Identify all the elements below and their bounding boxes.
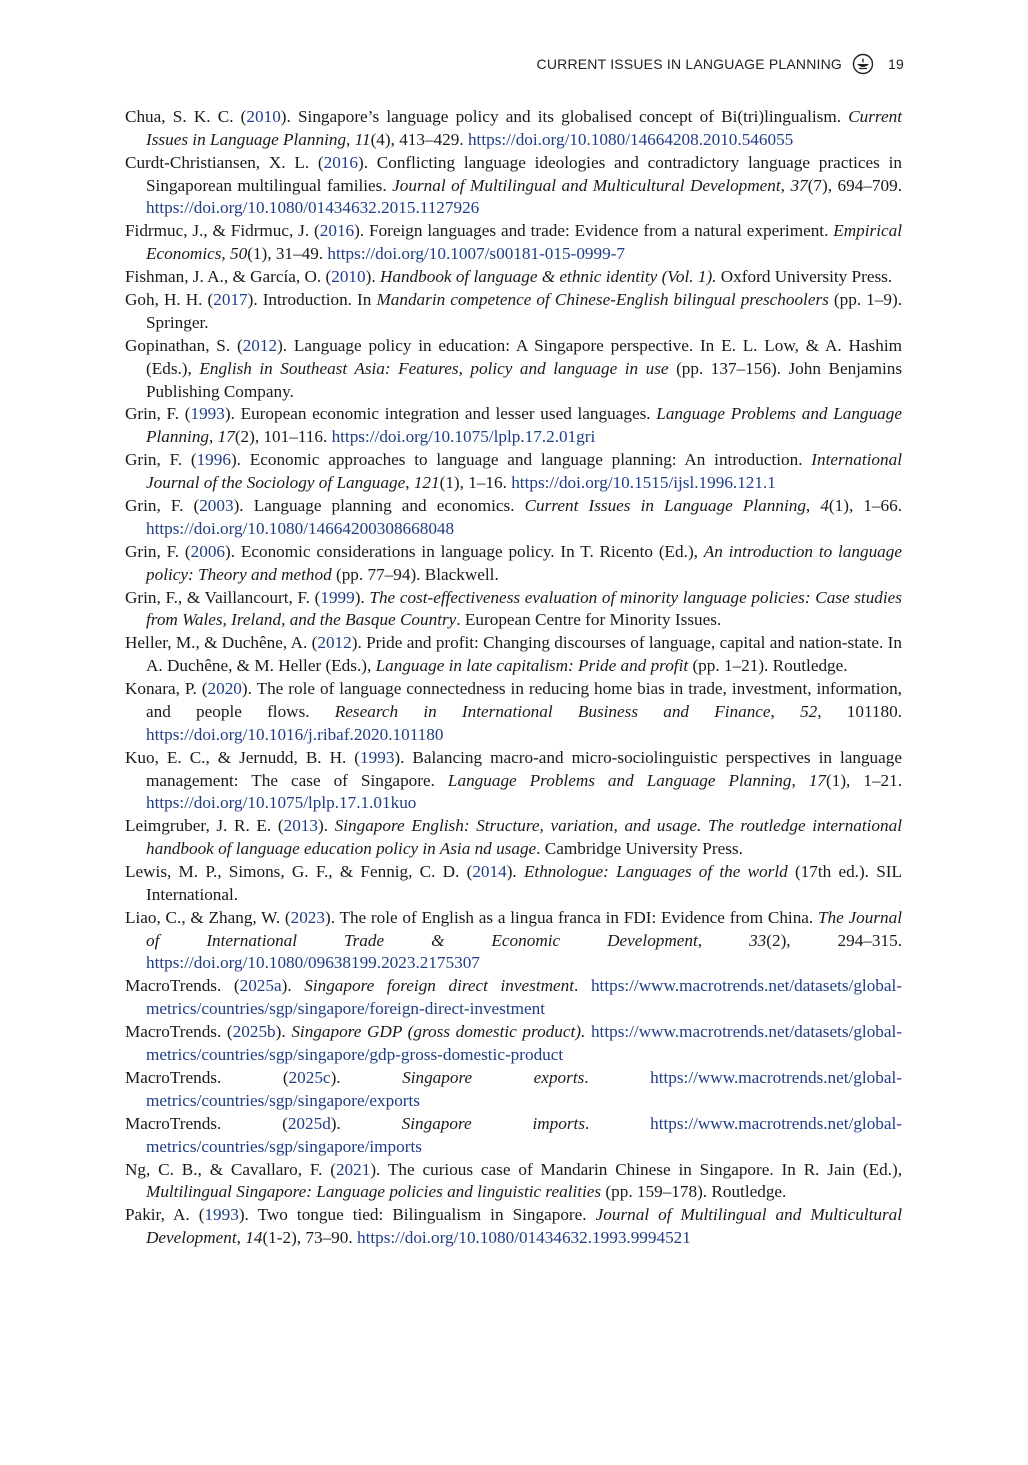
reference-details: (2), 294–315. — [766, 930, 903, 950]
reference-details: . European Centre for Minority Issues. — [456, 610, 722, 630]
reference-text: ). — [317, 816, 335, 836]
reference-title: The Journal of International Trade & Economic Development — [146, 907, 903, 950]
reference-year-link[interactable]: 1993 — [190, 404, 225, 424]
reference-text: ). Language policy in education: A Singapore perspective. In E. L. Low, & A. Hashim (Eds.), — [146, 335, 902, 378]
reference-doi-link[interactable]: https://doi.org/10.1080/01434632.1993.9994521 — [356, 1228, 691, 1248]
reference-entry — [125, 975, 902, 1021]
reference-details: Oxford University Press. — [716, 267, 893, 287]
reference-entry — [125, 106, 902, 152]
reference-text: ). — [330, 1068, 403, 1088]
reference-separator: , — [346, 129, 355, 149]
reference-year-link[interactable]: 1996 — [196, 450, 231, 470]
reference-details: (pp. 77–94). Blackwell. — [331, 564, 499, 584]
reference-details: (1), 1–21. — [826, 770, 903, 790]
reference-text: ). Introduction. In — [247, 290, 377, 310]
reference-year-link[interactable]: 2025b — [232, 1022, 276, 1042]
reference-text: ). European economic integration and lesser used languages. — [224, 404, 657, 424]
reference-authors: Lewis, M. P., Simons, G. F., & Fennig, C. D. ( — [125, 862, 473, 882]
running-head — [537, 53, 904, 75]
reference-entry — [125, 815, 902, 861]
reference-year-link[interactable]: 2013 — [283, 816, 318, 836]
reference-separator: , — [209, 427, 218, 447]
reference-details: (pp. 159–178). Routledge. — [601, 1182, 787, 1202]
reference-year-link[interactable]: 1993 — [360, 747, 395, 767]
reference-entry — [125, 678, 902, 746]
reference-volume: 11 — [354, 129, 371, 149]
reference-details: (17th ed.). SIL International. — [146, 862, 902, 904]
reference-entry — [125, 632, 902, 678]
reference-separator: , — [780, 175, 791, 195]
reference-text: ). Language planning and economics. — [233, 496, 525, 516]
reference-title: Language in late capitalism: Pride and profit — [375, 656, 689, 676]
reference-year-link[interactable]: 2016 — [319, 221, 355, 241]
reference-title: Singapore imports — [401, 1113, 586, 1133]
reference-text: ). The curious case of Mandarin Chinese in Singapore. In R. Jain (Ed.), — [370, 1159, 902, 1179]
reference-entry — [125, 289, 902, 335]
reference-authors: Leimgruber, J. R. E. ( — [125, 816, 284, 836]
reference-volume: 4 — [820, 496, 829, 516]
reference-entry — [125, 1113, 902, 1159]
reference-authors: MacroTrends. ( — [125, 1022, 233, 1042]
journal-title: CURRENT ISSUES IN LANGUAGE PLANNING — [536, 56, 843, 72]
reference-list — [125, 106, 902, 1250]
reference-text: ). — [281, 976, 305, 996]
reference-text: ). Foreign languages and trade: Evidence from a natural experiment. — [354, 221, 834, 241]
reference-title: Multilingual Singapore: Language policies and linguistic realities — [146, 1182, 602, 1202]
reference-volume: 17 — [808, 770, 826, 790]
reference-title: Empirical Economics — [146, 221, 902, 264]
reference-entry — [125, 266, 902, 289]
reference-entry — [125, 403, 902, 449]
reference-text: ). — [365, 267, 380, 287]
reference-authors: Gopinathan, S. ( — [125, 335, 243, 355]
reference-authors: Fishman, J. A., & García, O. ( — [125, 267, 332, 287]
reference-doi-link[interactable]: https://www.macrotrends.net/datasets/global-metrics/countries/sgp/singapore/gdp-gross-domestic-product — [146, 1022, 903, 1065]
reference-year-link[interactable]: 2025c — [288, 1068, 331, 1088]
reference-volume: 37 — [790, 175, 808, 195]
reference-authors: Goh, H. H. ( — [125, 290, 214, 310]
reference-text: ). Balancing macro-and micro-sociolinguistic perspectives in language management: The case of Singapore. — [146, 747, 903, 790]
reference-separator: , — [697, 930, 750, 950]
reference-separator: , — [805, 496, 821, 516]
reference-details: (1), 1–66. — [828, 496, 903, 516]
reference-title: Current Issues in Language Planning — [146, 107, 902, 149]
reference-title: Singapore GDP (gross domestic product). — [291, 1022, 586, 1042]
reference-text: ). Economic approaches to language and language planning: An introduction. — [230, 450, 812, 470]
reference-year-link[interactable]: 2010 — [331, 267, 366, 287]
reference-authors: Fidrmuc, J., & Fidrmuc, J. ( — [125, 221, 320, 241]
reference-doi-link[interactable]: https://doi.org/10.1075/lplp.17.1.01kuo — [146, 793, 417, 813]
reference-text: ). — [506, 862, 524, 882]
reference-authors: Pakir, A. ( — [125, 1205, 205, 1225]
reference-doi-link[interactable]: https://www.macrotrends.net/global-metrics/countries/sgp/singapore/exports — [146, 1068, 902, 1110]
reference-entry — [125, 1021, 902, 1067]
reference-separator: , — [770, 701, 801, 721]
reference-year-link[interactable]: 2016 — [323, 152, 358, 172]
reference-doi-link[interactable]: https://doi.org/10.1075/lplp.17.2.01gri — [331, 427, 596, 447]
reference-title: Current Issues in Language Planning — [524, 496, 806, 516]
reference-details: . — [574, 976, 591, 996]
reference-details: , 101180. — [817, 701, 903, 721]
reference-year-link[interactable]: 2021 — [335, 1159, 371, 1179]
reference-title: Ethnologue: Languages of the world — [523, 862, 788, 882]
reference-doi-link[interactable]: https://doi.org/10.1080/09638199.2023.2175307 — [146, 953, 480, 973]
reference-separator: , — [236, 1228, 246, 1248]
reference-details: . — [584, 1068, 651, 1088]
reference-volume: 14 — [245, 1228, 263, 1248]
reference-year-link[interactable]: 2014 — [472, 862, 507, 882]
reference-authors: Chua, S. K. C. ( — [125, 107, 247, 126]
reference-details: (pp. 137–156). John Benjamins Publishing Company. — [146, 358, 903, 401]
reference-entry — [125, 1067, 902, 1113]
reference-entry — [125, 861, 902, 907]
reference-title: Research in International Business and Finance — [334, 701, 771, 721]
reference-text: ). — [330, 1113, 402, 1133]
reference-details: (pp. 1–9). Springer. — [146, 290, 902, 332]
reference-title: English in Southeast Asia: Features, policy and language in use — [199, 358, 669, 378]
reference-volume: 52 — [800, 701, 818, 721]
reference-authors: Kuo, E. C., & Jernudd, B. H. ( — [125, 747, 361, 767]
reference-year-link[interactable]: 2025d — [287, 1113, 331, 1133]
reference-doi-link[interactable]: https://doi.org/10.1016/j.ribaf.2020.101180 — [146, 724, 444, 744]
reference-title: Mandarin competence of Chinese-English bilingual preschoolers — [376, 290, 829, 310]
reference-title: Journal of Multilingual and Multicultural Development — [392, 175, 781, 195]
reference-details: . Cambridge University Press. — [536, 839, 743, 859]
reference-authors: Grin, F. ( — [125, 450, 197, 470]
reference-text: ). Conflicting language ideologies and contradictory language practices in Singaporean multilingual families. — [146, 152, 902, 195]
reference-title: Language Problems and Language Planning — [146, 404, 902, 447]
reference-title: Singapore exports — [402, 1068, 585, 1088]
reference-authors: MacroTrends. ( — [125, 1068, 289, 1088]
page-number: 19 — [888, 56, 904, 72]
reference-year-link[interactable]: 2017 — [213, 290, 248, 310]
reference-entry — [125, 541, 902, 587]
reference-year-link[interactable]: 2025a — [239, 976, 282, 996]
reference-volume: 121 — [413, 473, 440, 493]
reference-title: Language Problems and Language Planning — [447, 770, 792, 790]
reference-text: ). The role of language connectedness in reducing home bias in trade, investment, information, and people flows. — [146, 679, 902, 721]
reference-year-link[interactable]: 2006 — [190, 541, 226, 561]
reference-doi-link[interactable]: https://doi.org/10.1007/s00181-015-0999-7 — [327, 244, 626, 264]
reference-entry — [125, 220, 902, 266]
reference-authors: Grin, F. ( — [125, 541, 191, 561]
reference-entry — [125, 1204, 902, 1250]
reference-entry — [125, 747, 902, 815]
reference-title: The cost-effectiveness evaluation of minority language policies: Case studies from Wales, Ireland, and the Basque Country — [146, 587, 902, 630]
reference-text: ). — [354, 587, 370, 607]
reference-title: Journal of Multilingual and Multicultural Development — [146, 1205, 903, 1248]
reference-year-link[interactable]: 2020 — [207, 679, 242, 699]
reference-text: ). Singapore’s language policy and its globalised concept of Bi(tri)lingualism. — [280, 107, 849, 126]
reference-authors: Curdt-Christiansen, X. L. ( — [125, 152, 324, 172]
reference-volume: 33 — [749, 930, 767, 950]
reference-title: Singapore foreign direct investment — [304, 976, 575, 996]
reference-year-link[interactable]: 2010 — [246, 107, 281, 126]
reference-details: (2), 101–116. — [234, 427, 332, 447]
reference-doi-link[interactable]: https://www.macrotrends.net/global-metrics/countries/sgp/singapore/imports — [146, 1113, 903, 1156]
reference-entry — [125, 449, 902, 495]
reference-doi-link[interactable]: https://doi.org/10.1080/14664200308668048 — [146, 518, 455, 538]
reference-details: . — [585, 1113, 651, 1133]
reference-year-link[interactable]: 1993 — [204, 1205, 239, 1225]
reference-text: ). The role of English as a lingua franca in FDI: Evidence from China. — [324, 907, 818, 927]
reference-authors: Grin, F. ( — [125, 404, 191, 424]
reference-text: ). Two tongue tied: Bilingualism in Singapore. — [238, 1205, 596, 1225]
reference-entry — [125, 335, 902, 403]
publisher-lamp-icon — [852, 53, 874, 75]
reference-authors: Ng, C. B., & Cavallaro, F. ( — [125, 1159, 336, 1179]
reference-details: (7), 694–709. — [807, 175, 903, 195]
reference-authors: Grin, F., & Vaillancourt, F. ( — [125, 587, 321, 607]
reference-text: ). Pride and profit: Changing discourses of language, capital and nation-state. In A. Duchêne, & M. Heller (Eds.), — [146, 633, 902, 676]
reference-details: (4), 413–429. — [370, 129, 468, 149]
reference-separator: , — [221, 244, 231, 264]
reference-year-link[interactable]: 2023 — [290, 907, 325, 927]
reference-doi-link[interactable]: https://doi.org/10.1515/ijsl.1996.121.1 — [511, 473, 776, 493]
reference-entry — [125, 152, 902, 220]
reference-title: Singapore English: Structure, variation, and usage. The routledge international handbook of language education policy in Asia nd usage — [146, 816, 902, 859]
reference-details: (pp. 1–21). Routledge. — [688, 656, 848, 676]
reference-year-link[interactable]: 2012 — [242, 335, 278, 355]
reference-year-link[interactable]: 2003 — [199, 496, 234, 516]
reference-title: Handbook of language & ethnic identity (Vol. 1). — [379, 267, 717, 287]
reference-entry — [125, 495, 902, 541]
reference-details: (1), 1–16. — [439, 473, 512, 493]
reference-title: An introduction to language policy: Theory and method — [146, 541, 902, 584]
reference-doi-link[interactable]: https://doi.org/10.1080/01434632.2015.1127926 — [146, 198, 480, 218]
reference-authors: MacroTrends. ( — [125, 976, 240, 996]
reference-authors: Konara, P. ( — [125, 679, 208, 699]
reference-separator: , — [791, 770, 809, 790]
reference-text: ). Economic considerations in language policy. In T. Ricento (Ed.), — [225, 541, 704, 561]
reference-separator: , — [405, 473, 414, 493]
reference-entry — [125, 1159, 902, 1205]
reference-doi-link[interactable]: https://www.macrotrends.net/datasets/global-metrics/countries/sgp/singapore/foreign-direct-investment — [146, 976, 903, 1019]
reference-title: International Journal of the Sociology of Language — [146, 450, 902, 493]
reference-authors: MacroTrends. ( — [125, 1113, 288, 1133]
reference-authors: Grin, F. ( — [125, 496, 200, 516]
reference-doi-link[interactable]: https://doi.org/10.1080/14664208.2010.546055 — [467, 129, 794, 149]
reference-details: (1), 31–49. — [247, 244, 328, 264]
reference-authors: Liao, C., & Zhang, W. ( — [125, 907, 291, 927]
reference-year-link[interactable]: 2012 — [317, 633, 352, 653]
reference-year-link[interactable]: 1999 — [320, 587, 355, 607]
reference-volume: 50 — [230, 244, 248, 264]
reference-text: ). — [275, 1022, 292, 1042]
reference-authors: Heller, M., & Duchêne, A. ( — [125, 633, 318, 653]
reference-entry — [125, 907, 902, 975]
reference-details: (1-2), 73–90. — [262, 1228, 357, 1248]
reference-volume: 17 — [217, 427, 235, 447]
reference-entry — [125, 587, 902, 633]
